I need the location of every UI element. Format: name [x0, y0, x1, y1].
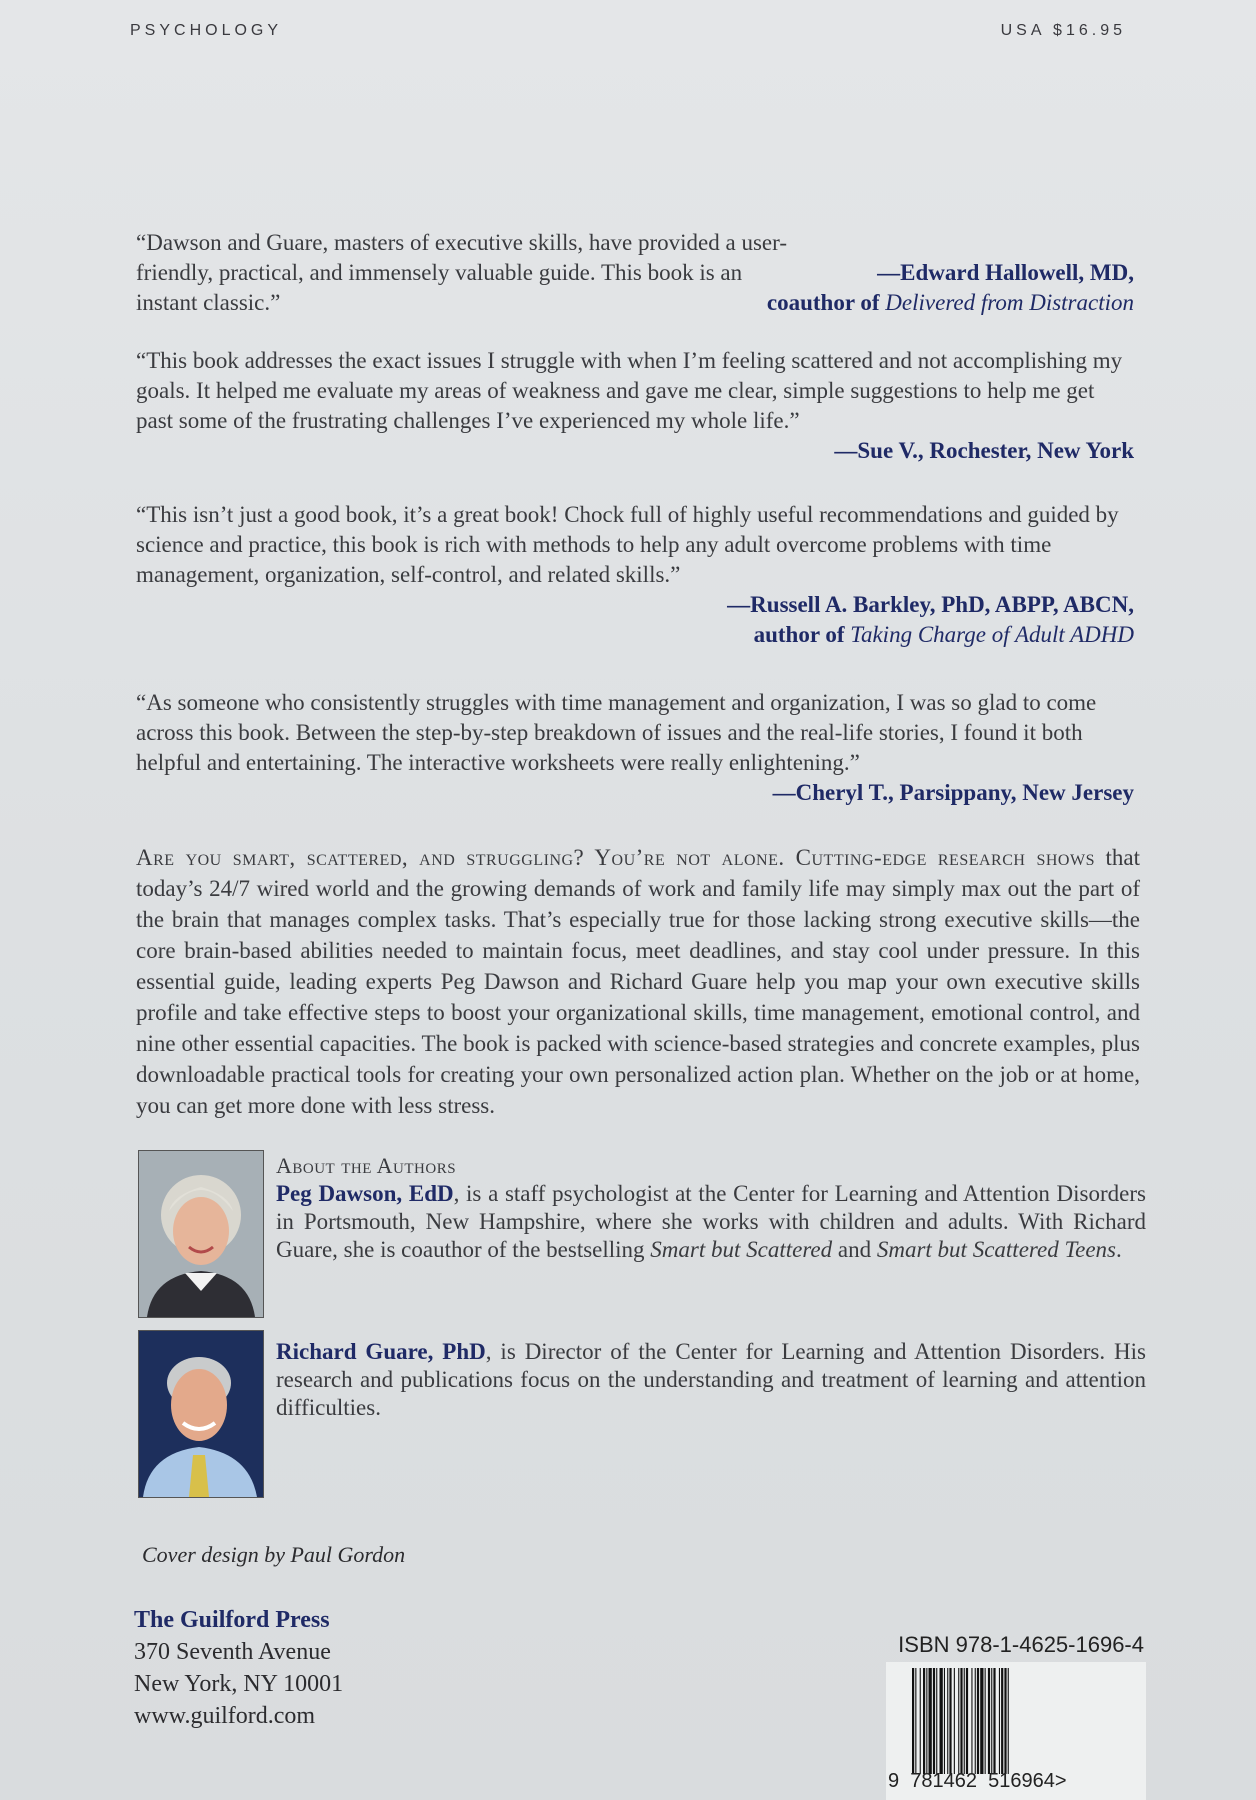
- barcode-bar: [971, 1668, 972, 1774]
- barcode-bar: [944, 1668, 945, 1774]
- publisher-info: [134, 1604, 343, 1732]
- quote-attribution: —Edward Hallowell, MD,: [877, 260, 1134, 285]
- quote-attribution: —Cheryl T., Parsippany, New Jersey: [772, 780, 1134, 805]
- book-description: [136, 842, 1140, 1121]
- quote-attribution-line2: author of Taking Charge of Adult ADHD: [753, 622, 1134, 647]
- category-label: PSYCHOLOGY: [130, 22, 283, 39]
- description-lead: Are you smart, scattered, and struggling? You’re not alone. Cutting-edge research shows: [136, 845, 1095, 870]
- quote-text: “As someone who consistently struggles with time management and organization, I was so glad to come across this book. Between the step-by-step breakdown of issues and the real-life stories, I found it both helpful and entertaining. The interactive worksheets were really enlightening.”: [136, 690, 1097, 775]
- barcode-bar: [960, 1668, 962, 1774]
- author-portrait-illustration: [139, 1331, 263, 1497]
- barcode-bar: [947, 1668, 948, 1774]
- barcode-bar: [912, 1668, 914, 1774]
- author-name: Richard Guare, PhD: [276, 1339, 486, 1364]
- barcode-bar: [993, 1668, 995, 1774]
- about-author-richard-guare: Richard Guare, PhD, is Director of the Center for Learning and Attention Disorders. His research and publications focus on the understanding and treatment of learning and attention difficulties.: [276, 1339, 1147, 1420]
- quote-text: “Dawson and Guare, masters of executive skills, have provided a user-friendly, practical, and immensely valuable guide. This book is an instant classic.”: [136, 230, 787, 315]
- quote-text: “This isn’t just a good book, it’s a great book! Chock full of highly useful recommendations and guided by science and practice, this book is rich with methods to help any adult overcome problems with time management, organization, self-control, and related skills.”: [136, 502, 1119, 587]
- barcode-bar: [1008, 1668, 1009, 1774]
- publisher-address-line1: 370 Seventh Avenue: [134, 1639, 331, 1665]
- barcode-bar: [999, 1668, 1000, 1774]
- price-label: USA $16.95: [1000, 22, 1126, 39]
- endorsement-quote-3: [136, 500, 1134, 650]
- barcode-digits: 9 781462 516964>: [888, 1770, 1067, 1792]
- barcode-bar: [975, 1668, 976, 1774]
- cover-design-credit: Cover design by Paul Gordon: [142, 1542, 406, 1567]
- barcode-bar: [977, 1668, 979, 1774]
- author-name: Peg Dawson, EdD: [276, 1181, 454, 1206]
- barcode-bar: [1001, 1668, 1003, 1774]
- barcode-bar: [985, 1668, 986, 1774]
- barcode-bar: [988, 1668, 990, 1774]
- quote-attribution-line2: coauthor of Delivered from Distraction: [766, 290, 1134, 315]
- quote-attribution: —Russell A. Barkley, PhD, ABPP, ABCN,: [727, 592, 1134, 617]
- quote-text: “This book addresses the exact issues I struggle with when I’m feeling scattered and not accomplishing my goals. It helped me evaluate my areas of weakness and gave me clear, simple suggestions to help me get past some of the frustrating challenges I’ve experienced my whole life.”: [136, 348, 1123, 433]
- endorsement-quote-4: [136, 688, 1134, 808]
- barcode-bar: [966, 1668, 968, 1774]
- barcode-bar: [915, 1668, 916, 1774]
- book-title: Smart but Scattered: [650, 1237, 833, 1262]
- barcode-bar: [940, 1668, 943, 1774]
- endorsement-quote-2: [136, 346, 1134, 466]
- barcode-icon: [910, 1668, 1110, 1774]
- barcode-bar: [980, 1668, 983, 1774]
- endorsement-quote-1: [136, 228, 1134, 320]
- book-title: Delivered from Distraction: [885, 290, 1134, 315]
- quote-attribution: —Sue V., Rochester, New York: [834, 438, 1134, 463]
- publisher-website: www.guilford.com: [134, 1703, 316, 1729]
- barcode-bar: [936, 1668, 937, 1774]
- barcode-bar: [964, 1668, 965, 1774]
- author-photo-richard-guare: [138, 1330, 264, 1498]
- book-title: Taking Charge of Adult ADHD: [850, 622, 1134, 647]
- author-photo-peg-dawson: [138, 1150, 264, 1318]
- barcode-bar: [920, 1668, 921, 1774]
- barcode-bar: [954, 1668, 955, 1774]
- about-authors-heading: About the Authors: [276, 1153, 457, 1178]
- barcode-bar: [1004, 1668, 1006, 1774]
- barcode-bar: [991, 1668, 992, 1774]
- barcode-bar: [933, 1668, 935, 1774]
- barcode-bar: [923, 1668, 925, 1774]
- about-author-peg-dawson: About the Authors Peg Dawson, EdD, is a staff psychologist at the Center for Learning and Attention Disorders in Portsmouth, New Hampshire, where she works with children and adults. With Richard Guare, she is coauthor of the bestselling Smart but Scattered and Smart but Scattered Teens.: [276, 1153, 1146, 1262]
- author-portrait-illustration: [139, 1151, 263, 1317]
- barcode-bar: [926, 1668, 927, 1774]
- publisher-name: The Guilford Press: [134, 1607, 330, 1633]
- book-title: Smart but Scattered Teens: [876, 1237, 1117, 1262]
- barcode-bar: [958, 1668, 959, 1774]
- publisher-address-line2: New York, NY 10001: [134, 1671, 344, 1697]
- barcode-bar: [929, 1668, 932, 1774]
- isbn-label: ISBN 978-1-4625-1696-4: [898, 1632, 1144, 1657]
- barcode-bar: [949, 1668, 951, 1774]
- description-body: that today’s 24/7 wired world and the growing demands of work and family life may simply max out the part of the brain that manages complex tasks. That’s especially true for those lacking strong executive skills—the core brain-based abilities needed to maintain focus, meet deadlines, and stay cool under pressure. In this essential guide, leading experts Peg Dawson and Richard Guare help you map your own executive skills profile and take effective steps to boost your organizational skills, time management, emotional control, and nine other essential capacities. The book is packed with science-based strategies and concrete examples, plus downloadable practical tools for creating your own personalized action plan. Whether on the job or at home, you can get more done with less stress.: [136, 845, 1140, 1118]
